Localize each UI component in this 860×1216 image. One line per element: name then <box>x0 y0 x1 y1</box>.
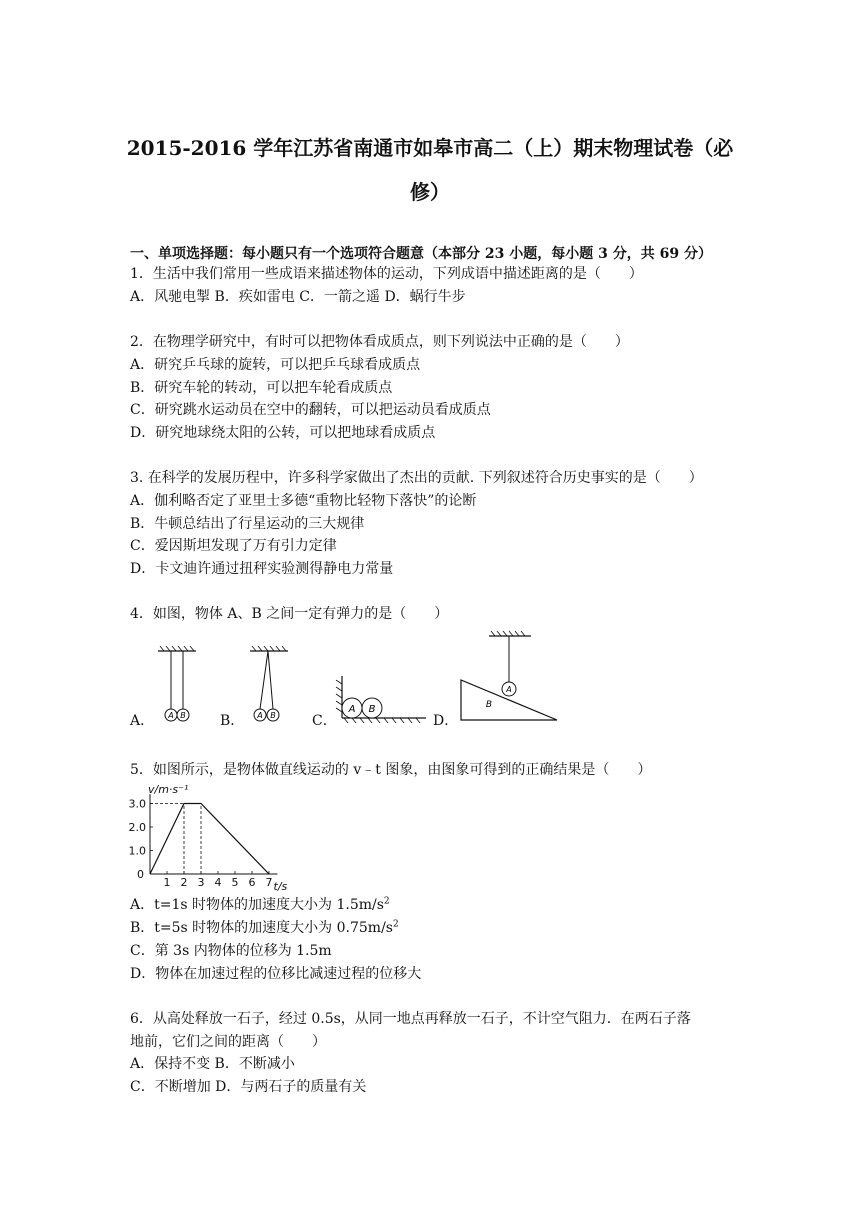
origin-label: 0 <box>137 868 144 881</box>
q2-option-a: A．研究乒乓球的旋转，可以把乒乓球看成质点 <box>130 357 421 373</box>
q1-options: A．风驰电掣 B．疾如雷电 C．一箭之遥 D．蜗行牛步 <box>130 289 466 305</box>
page-title-line2: 修） <box>410 180 450 204</box>
q1-stem: 1．生活中我们常用一些成语来描述物体的运动，下列成语中描述距离的是（ ） <box>130 266 643 282</box>
q3-option-c: C．爱因斯坦发现了万有引力定律 <box>130 538 337 554</box>
x-tick-label: 5 <box>231 876 239 889</box>
q2-option-c: C．研究跳水运动员在空中的翻转，可以把运动员看成质点 <box>130 402 491 418</box>
q4-figure-b <box>238 645 298 727</box>
q2-stem: 2．在物理学研究中，有时可以把物体看成质点，则下列说法中正确的是（ ） <box>130 334 629 350</box>
section-header: 一、单项选择题：每小题只有一个选项符合题意（本部分 23 小题，每小题 3 分，共 69 分） <box>130 246 712 262</box>
ceiling-hatch-icon <box>158 646 196 651</box>
q6-options-line2: C．不断增加 D．与两石子的质量有关 <box>130 1079 367 1095</box>
q6-options-line1: A．保持不变 B．不断减小 <box>130 1056 295 1072</box>
q4-figure-d <box>455 628 565 726</box>
q5-option-a-text: A．t=1s 时物体的加速度大小为 1.5m/s <box>130 897 384 913</box>
q4-figure-letter-c: C． <box>312 713 337 729</box>
x-tick-label: 6 <box>248 876 256 889</box>
q2-option-b: B．研究车轮的转动，可以把车轮看成质点 <box>130 380 393 396</box>
q5-option-a-sup: 2 <box>383 896 390 907</box>
q3-stem: 3. 在科学的发展历程中，许多科学家做出了杰出的贡献. 下列叙述符合历史事实的是（ ） <box>130 470 703 486</box>
page-title-line1: 2015-2016 学年江苏省南通市如皋市高二（上）期末物理试卷（必 <box>126 136 734 160</box>
q5-option-b-text: B．t=5s 时物体的加速度大小为 0.75m/s <box>130 920 393 936</box>
q2-option-d: D．研究地球绕太阳的公转，可以把地球看成质点 <box>130 425 436 441</box>
q3-option-b: B．牛顿总结出了行星运动的三大规律 <box>130 516 365 532</box>
q4-figure-c <box>330 668 430 728</box>
q6-stem-line2: 地前，它们之间的距离（ ） <box>130 1034 326 1050</box>
q4-figure-letter-b: B． <box>220 713 245 729</box>
ball-a-label: A <box>168 711 174 720</box>
x-tick-label: 7 <box>265 876 273 889</box>
x-tick-label: 4 <box>214 876 222 889</box>
chart-guides <box>150 804 201 875</box>
q5-option-a <box>130 896 390 914</box>
q5-option-b <box>130 919 399 937</box>
q5-option-c: C．第 3s 内物体的位移为 1.5m <box>130 943 332 959</box>
ball-b-label: B <box>270 711 276 720</box>
q4-figure-letter-d: D． <box>433 713 459 729</box>
q3-option-d: D．卡文迪许通过扭秤实验测得静电力常量 <box>130 561 394 577</box>
vt-series-line <box>150 804 269 875</box>
ball-b-label: B <box>368 704 376 715</box>
ball-a-label: A <box>506 685 512 694</box>
y-tick-label: 1.0 <box>128 844 146 858</box>
q4-figure-letter-a: A． <box>130 713 155 729</box>
chart-labels <box>129 783 288 893</box>
y-tick-label: 3.0 <box>128 797 146 811</box>
ball-b-label: B <box>180 711 186 720</box>
ceiling-hatch-icon <box>489 631 531 636</box>
q5-option-b-sup: 2 <box>393 919 399 930</box>
floor-hatch-icon <box>342 718 426 723</box>
x-tick-label: 2 <box>180 876 188 889</box>
x-tick-label: 3 <box>197 876 205 889</box>
vt-chart <box>128 782 318 894</box>
x-axis-label: t/s <box>273 880 288 893</box>
wall-hatch-icon <box>336 676 342 718</box>
y-tick-label: 2.0 <box>128 821 146 834</box>
wedge-b-label: B <box>485 700 493 710</box>
y-axis-label: v/m·s⁻¹ <box>148 783 189 797</box>
q5-stem: 5．如图所示，是物体做直线运动的 v﹣t 图象，由图象可得到的正确结果是（ ） <box>130 762 652 778</box>
q4-stem: 4．如图，物体 A、B 之间一定有弹力的是（ ） <box>130 606 449 622</box>
x-tick-label: 1 <box>163 876 171 889</box>
q4-figure-a <box>148 645 208 727</box>
q3-option-a: A．伽利略否定了亚里士多德“重物比轻物下落快”的论断 <box>130 493 477 509</box>
ball-a-label: A <box>257 711 263 720</box>
chart-series <box>150 804 269 875</box>
q6-stem-line1: 6．从高处释放一石子，经过 0.5s，从同一地点再释放一石子，不计空气阻力．在两石子落 <box>130 1011 691 1027</box>
q5-option-d: D．物体在加速过程的位移比减速过程的位移大 <box>130 966 422 982</box>
ceiling-hatch-icon <box>250 646 288 651</box>
ball-a-label: A <box>348 704 356 715</box>
